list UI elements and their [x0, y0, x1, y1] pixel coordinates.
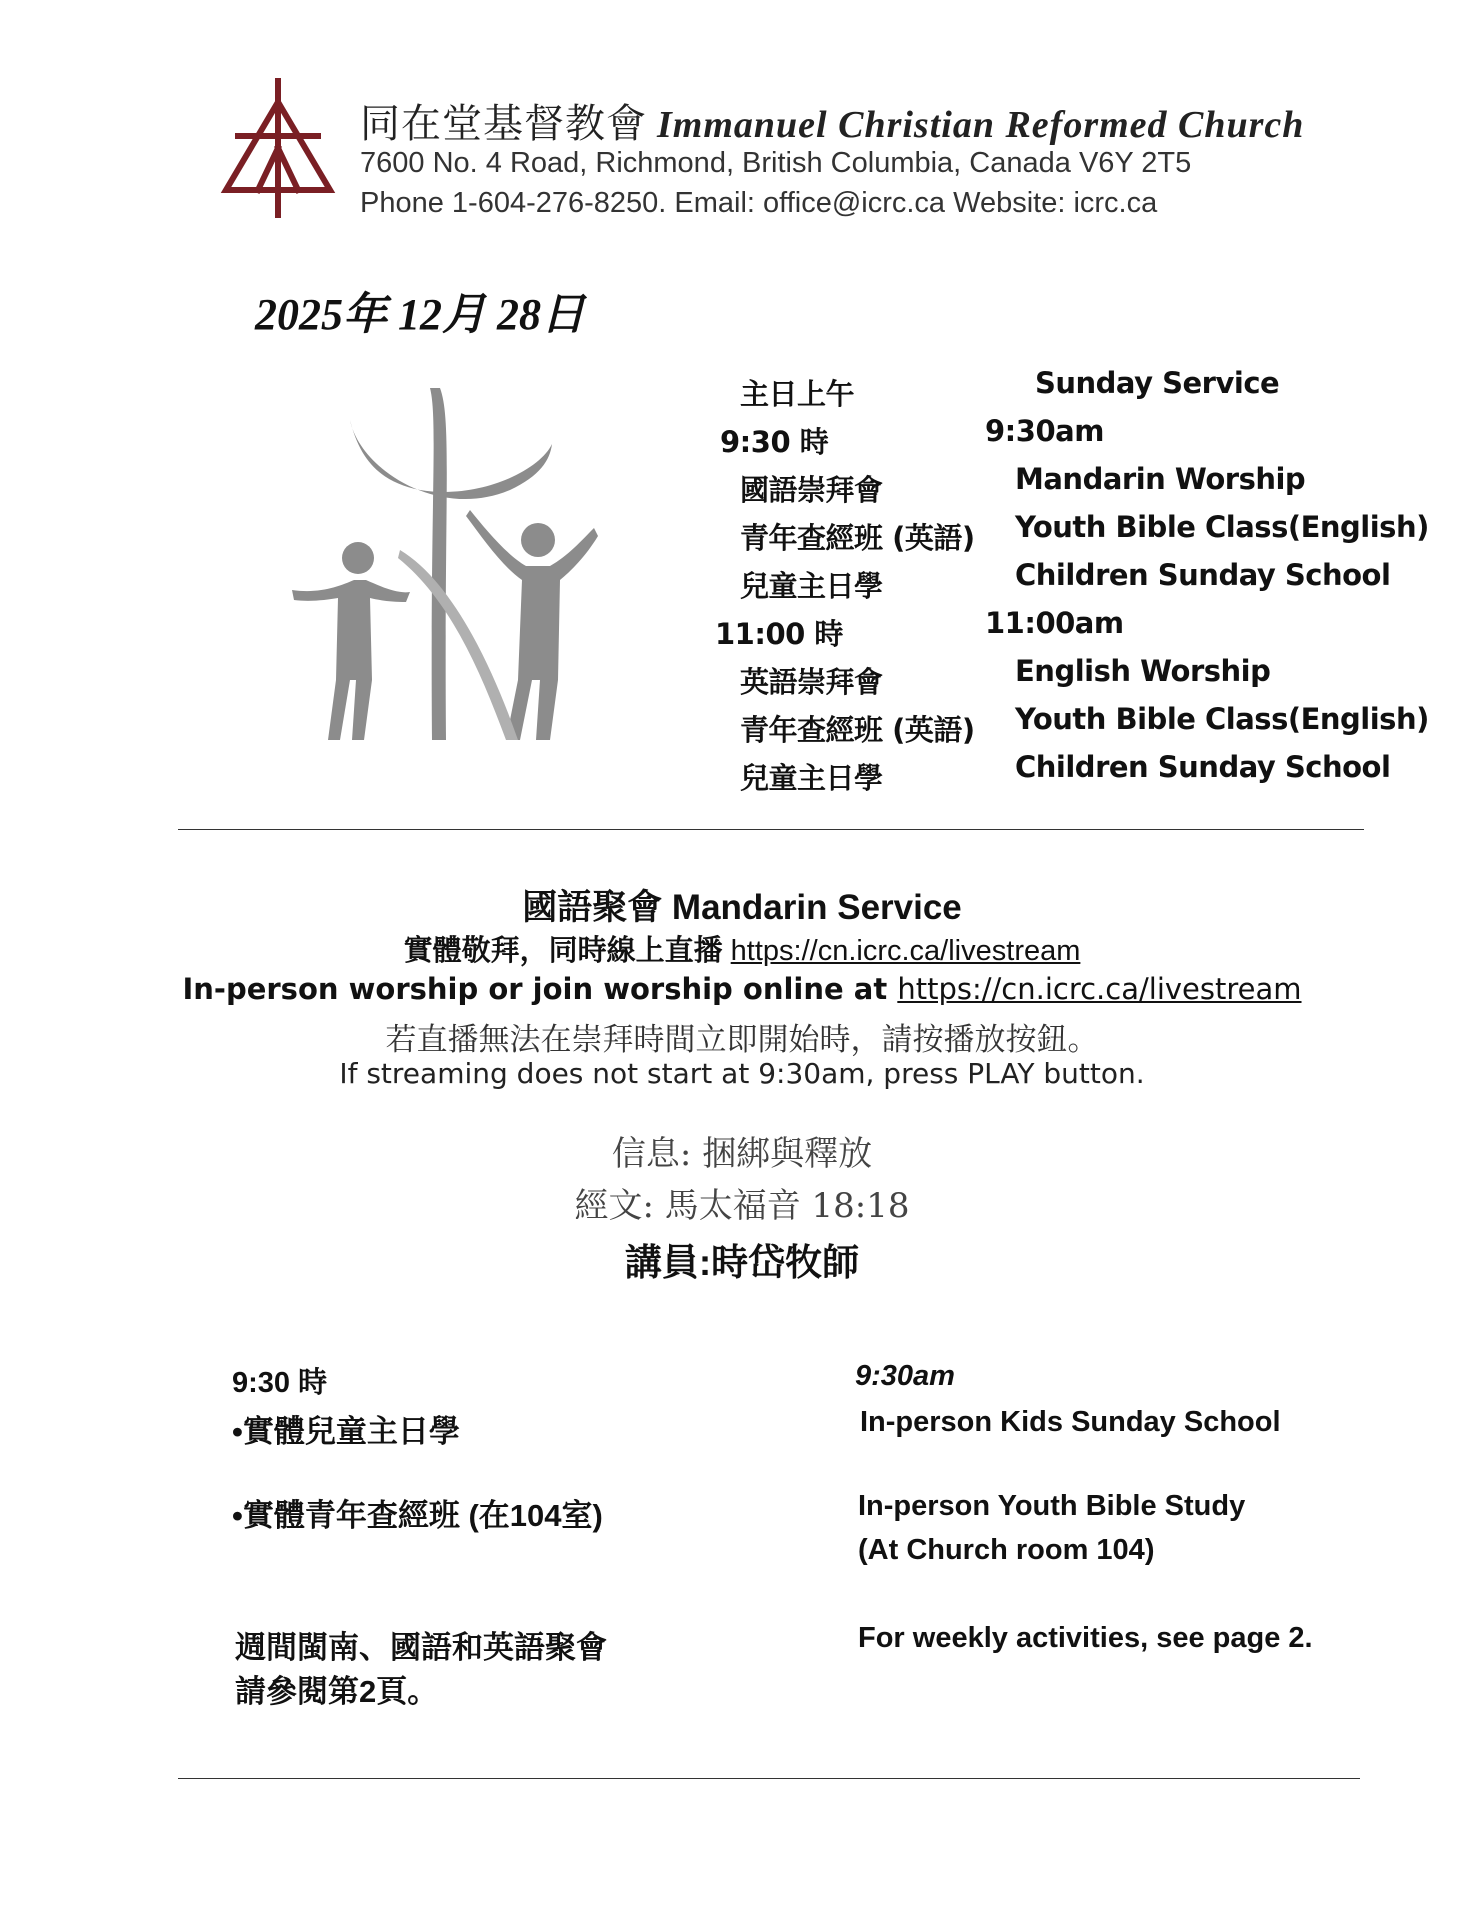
- livestream-text-zh: 實體敬拜，同時線上直播: [403, 935, 723, 967]
- schedule-en-item: Youth Bible Class(English): [1015, 702, 1429, 736]
- church-name-zh: 同在堂基督教會: [360, 102, 647, 146]
- schedule-zh-item: 兒童主日學: [740, 569, 883, 603]
- family-cross-icon: [280, 380, 610, 750]
- livestream-line-zh: [0, 928, 1484, 969]
- schedule-zh-item: 國語崇拜會: [740, 473, 883, 507]
- schedule-en-item: Mandarin Worship: [1015, 462, 1306, 496]
- schedule-zh-item: 兒童主日學: [740, 761, 883, 795]
- streaming-note-zh: 若直播無法在崇拜時間立即開始時，請按播放按鈕。: [385, 1022, 1099, 1058]
- livestream-link-zh[interactable]: https://cn.icrc.ca/livestream: [730, 935, 1081, 967]
- bottom-zh-item: •實體兒童主日學: [232, 1414, 460, 1449]
- schedule-en-time2: 11:00am: [985, 606, 1124, 640]
- livestream-text-en: In-person worship or join worship online at: [182, 972, 888, 1006]
- livestream-line-en: [0, 972, 1484, 1006]
- schedule-zh-item: 英語崇拜會: [740, 665, 883, 699]
- church-name: [360, 92, 1304, 149]
- schedule-zh-time1: 9:30 時: [720, 425, 829, 459]
- mandarin-service-title: 國語聚會 Mandarin Service: [522, 888, 962, 927]
- livestream-link-en[interactable]: https://cn.icrc.ca/livestream: [897, 972, 1302, 1006]
- message-title: 信息: 捆綁與釋放: [611, 1134, 873, 1174]
- church-logo-icon: [218, 78, 338, 218]
- bottom-en-weekly: For weekly activities, see page 2.: [858, 1622, 1313, 1654]
- bottom-zh-weekly: 週間閩南、國語和英語聚會: [235, 1630, 607, 1665]
- divider-bottom: [178, 1778, 1360, 1779]
- bottom-zh-item: •實體青年查經班 (在104室): [232, 1498, 603, 1533]
- schedule-en-heading: Sunday Service: [1035, 366, 1280, 400]
- schedule-zh-time2: 11:00 時: [715, 617, 843, 651]
- schedule-zh-heading: 主日上午: [740, 377, 855, 411]
- church-name-en: Immanuel Christian Reformed Church: [657, 104, 1305, 146]
- schedule-en-item: Youth Bible Class(English): [1015, 510, 1429, 544]
- church-contact: Phone 1-604-276-8250. Email: office@icrc.ca Website: icrc.ca: [360, 187, 1158, 219]
- bottom-en-item: In-person Kids Sunday School: [860, 1406, 1281, 1438]
- schedule-en-item: Children Sunday School: [1015, 750, 1391, 784]
- schedule-zh-item: 青年查經班 (英語): [740, 521, 975, 555]
- message-speaker: 講員:時岱牧師: [624, 1242, 860, 1283]
- bottom-en-item: In-person Youth Bible Study: [858, 1490, 1246, 1522]
- schedule-en-item: English Worship: [1015, 654, 1271, 688]
- schedule-en-time1: 9:30am: [985, 414, 1104, 448]
- bottom-zh-weekly: 請參閱第2頁。: [235, 1674, 439, 1709]
- bottom-zh-time: 9:30 時: [232, 1367, 328, 1399]
- bulletin-date: 2025年 12月 28日: [255, 290, 585, 339]
- bottom-en-item: (At Church room 104): [858, 1534, 1155, 1566]
- message-scripture: 經文: 馬太福音 18:18: [574, 1186, 910, 1226]
- schedule-zh-item: 青年查經班 (英語): [740, 713, 975, 747]
- schedule-en-item: Children Sunday School: [1015, 558, 1391, 592]
- streaming-note-en: If streaming does not start at 9:30am, press PLAY button.: [339, 1057, 1145, 1090]
- divider-top: [178, 829, 1364, 830]
- church-address: 7600 No. 4 Road, Richmond, British Columbia, Canada V6Y 2T5: [360, 147, 1192, 179]
- bottom-en-time: 9:30am: [855, 1360, 955, 1392]
